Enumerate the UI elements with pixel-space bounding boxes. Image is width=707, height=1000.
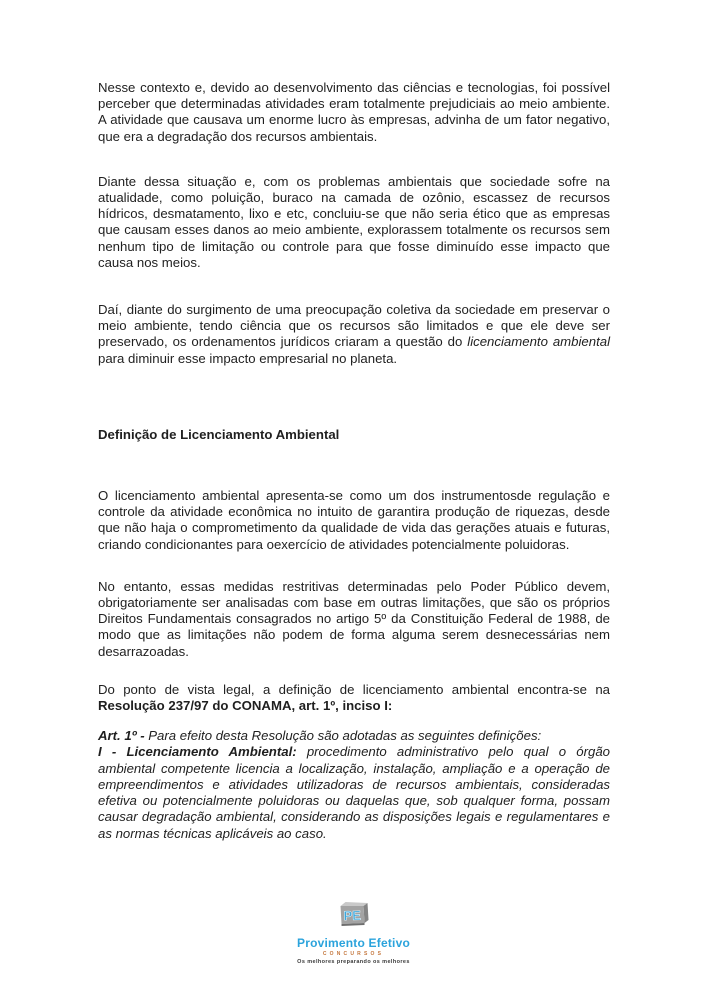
text-run: procedimento administrativo pelo qual o órgão ambiental competente licencia a localização, instalação, ampliação e a operação de empreendimentos e atividades utilizadoras de recursos ambientais, consideradas efetiva ou potencialmente poluidoras ou daquelas que, sob qualquer forma, possam causar degradação ambiental, considerando as disposições legais e regulamentares e as normas técnicas aplicáveis ao caso. [98,744,610,841]
brand-subtitle: CONCURSOS [322,951,385,957]
brand-name: Provimento Efetivo [297,936,410,950]
section-heading [98,427,610,443]
text-run: Diante dessa situação e, com os problemas ambientais que sociedade sofre na atualidade, como poluição, buraco na camada de ozônio, escassez de recursos hídricos, desmatamento, lixo e etc, concluiu-se que não seria ético que as empresas que causam esses danos ao meio ambiente, explorassem totalmente os recursos sem nenhum tipo de limitação ou controle para que fosse diminuído esse impacto que causa nos meios. [98,173,610,270]
pe-cube-icon [336,900,372,933]
text-run: licenciamento ambiental [467,334,611,350]
paragraph [98,80,610,145]
text-run: Para efeito desta Resolução são adotadas as seguintes definições: [148,728,542,744]
text-run: Definição de Licenciamento Ambiental [98,426,340,442]
text-run: No entanto, essas medidas restritivas determinadas pelo Poder Público devem, obrigatoriamente ser analisadas com base em outras limitações, que são os próprios Direitos Fundamentais consagrados no artigo 5º da Constituição Federal de 1988, de modo que as limitações não podem de forma alguma serem desnecessárias nem desarrazoadas. [98,578,610,659]
footer-logo [297,900,410,965]
paragraph [98,579,610,660]
text-run: para diminuir esse impacto empresarial no planeta. [98,350,398,366]
document-body [98,80,610,842]
text-run: Do ponto de vista legal, a definição de licenciamento ambiental encontra-se na [98,681,610,697]
paragraph [98,682,610,714]
paragraph [98,174,610,271]
text-run: Resolução 237/97 do CONAMA, art. 1º, inciso I: [98,698,393,714]
text-run: I - Licenciamento Ambiental: [98,744,307,760]
pe-letters: PE [343,907,362,924]
paragraph [98,728,610,841]
paragraph [98,488,610,553]
text-run: Daí, diante do surgimento de uma preocupação coletiva da sociedade em preservar o meio ambiente, tendo ciência que os recursos são limitados e que ele deve ser preservado, os ordenamentos jurídicos criaram a questão do [98,302,610,350]
text-run: O licenciamento ambiental apresenta-se como um dos instrumentosde regulação e controle da atividade econômica no intuito de garantira produção de riquezas, desde que não haja o comprometimento da qualidade de vida das gerações atuais e futuras, criando condicionantes para oexercício de atividades potencialmente poluidoras. [98,488,610,552]
brand-tagline: Os melhores preparando os melhores [297,959,410,965]
text-run: Nesse contexto e, devido ao desenvolvimento das ciências e tecnologias, foi possível perceber que determinadas atividades eram totalmente prejudiciais ao meio ambiente. A atividade que causava um enorme lucro às empresas, advinha de um fator negativo, que era a degradação dos recursos ambientais. [98,80,610,144]
paragraph [98,302,610,367]
text-run: Art. 1º - [98,728,149,744]
